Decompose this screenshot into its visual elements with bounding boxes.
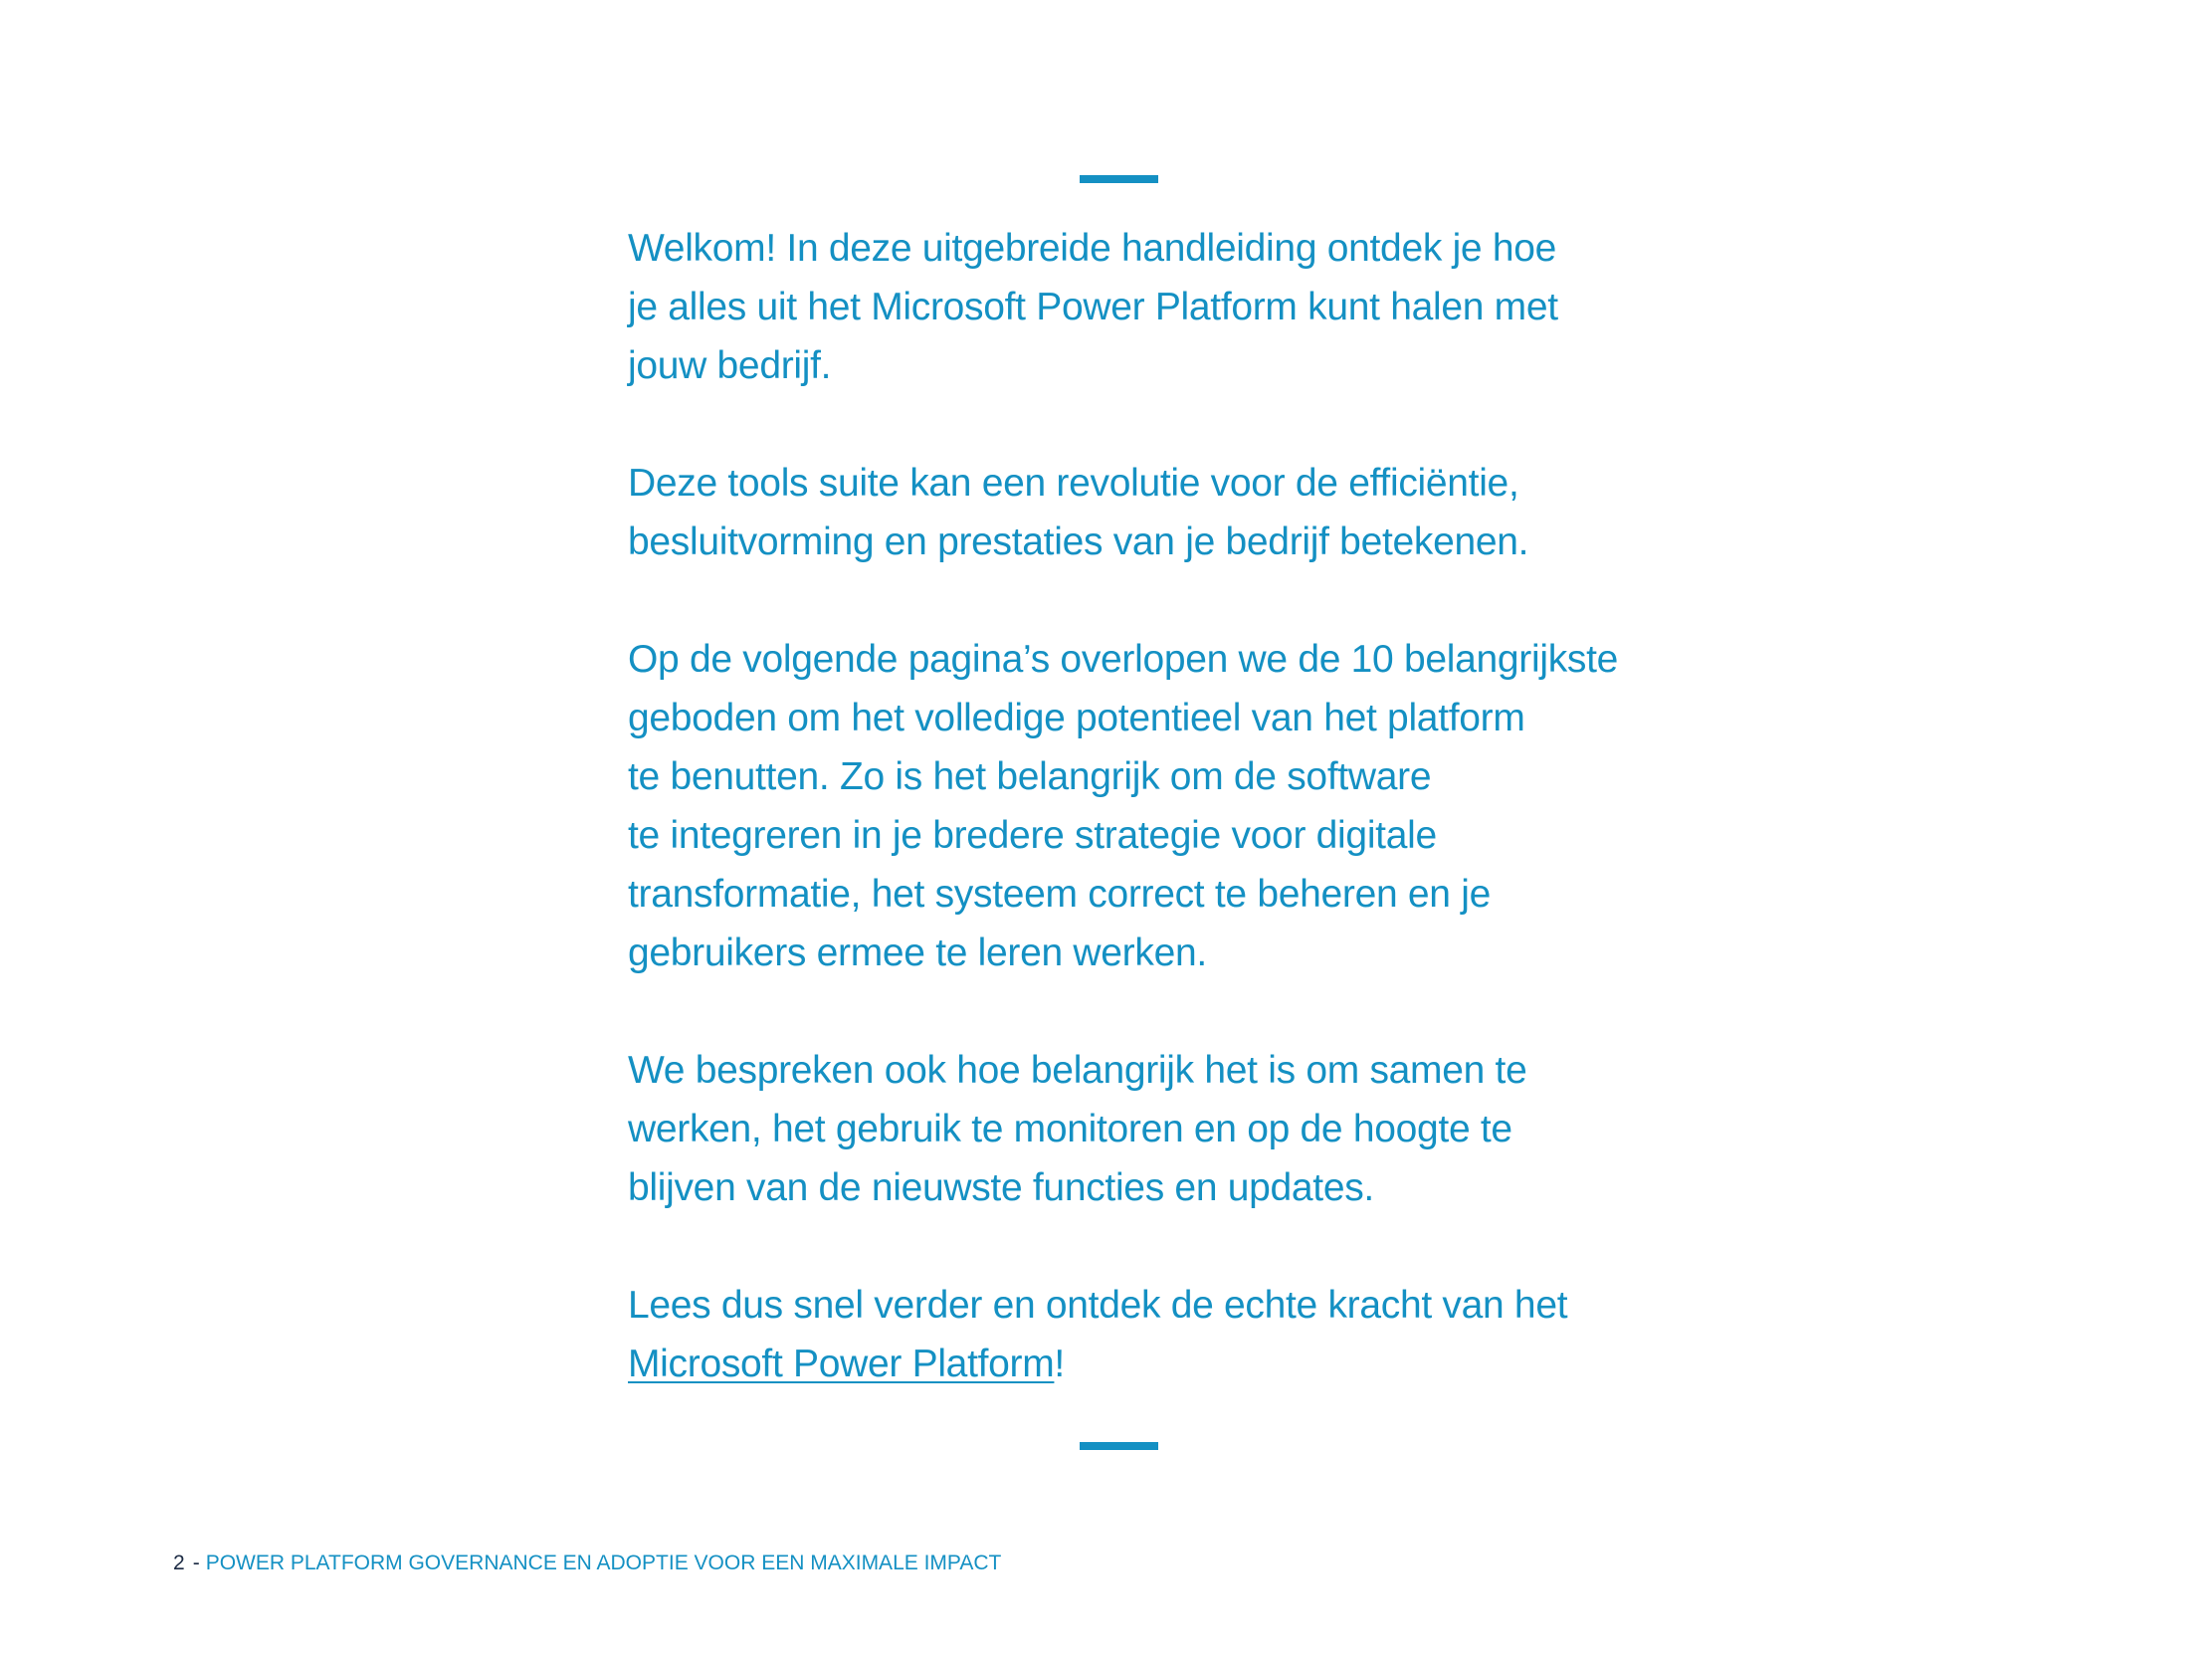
text-line: transformatie, het systeem correct te beheren en je (628, 873, 1491, 916)
page-footer (173, 1550, 1001, 1577)
page-number: 2 (173, 1552, 185, 1574)
paragraph-tools-suite (628, 454, 1663, 571)
paragraph-collaboration (628, 1041, 1663, 1217)
closing-link-line (628, 1335, 1663, 1393)
text-line: je alles uit het Microsoft Power Platform kunt halen met (628, 286, 1558, 328)
text-line: blijven van de nieuwste functies en updates. (628, 1166, 1374, 1209)
paragraph-welcome (628, 219, 1663, 395)
text-line: We bespreken ook hoe belangrijk het is om samen te (628, 1049, 1527, 1092)
text-line: te benutten. Zo is het belangrijk om de software (628, 755, 1432, 798)
paragraph-ten-commandments (628, 630, 1663, 982)
footer-separator: - (192, 1552, 200, 1574)
text-line: jouw bedrijf. (628, 344, 832, 387)
text-line: te integreren in je bredere strategie voor digitale (628, 814, 1437, 857)
text-line: gebruikers ermee te leren werken. (628, 932, 1207, 974)
text-line: Op de volgende pagina’s overlopen we de 10 belangrijkste (628, 638, 1619, 681)
text-line: Welkom! In deze uitgebreide handleiding ontdek je hoe (628, 227, 1557, 270)
text-line: Deze tools suite kan een revolutie voor de efficiëntie, (628, 462, 1519, 505)
bottom-divider (1080, 1442, 1158, 1450)
text-line: besluitvorming en prestaties van je bedrijf betekenen. (628, 520, 1529, 563)
microsoft-power-platform-link[interactable]: Microsoft Power Platform (628, 1343, 1055, 1385)
text-line: geboden om het volledige potentieel van het platform (628, 697, 1525, 739)
exclamation: ! (1054, 1343, 1065, 1385)
text-line: werken, het gebruik te monitoren en op de hoogte te (628, 1108, 1512, 1150)
paragraph-closing (628, 1276, 1663, 1393)
intro-text (628, 219, 1663, 1393)
document-title: POWER PLATFORM GOVERNANCE EN ADOPTIE VOOR EEN MAXIMALE IMPACT (205, 1552, 1002, 1574)
text-line: Lees dus snel verder en ontdek de echte kracht van het (628, 1284, 1568, 1327)
top-divider (1080, 175, 1158, 183)
